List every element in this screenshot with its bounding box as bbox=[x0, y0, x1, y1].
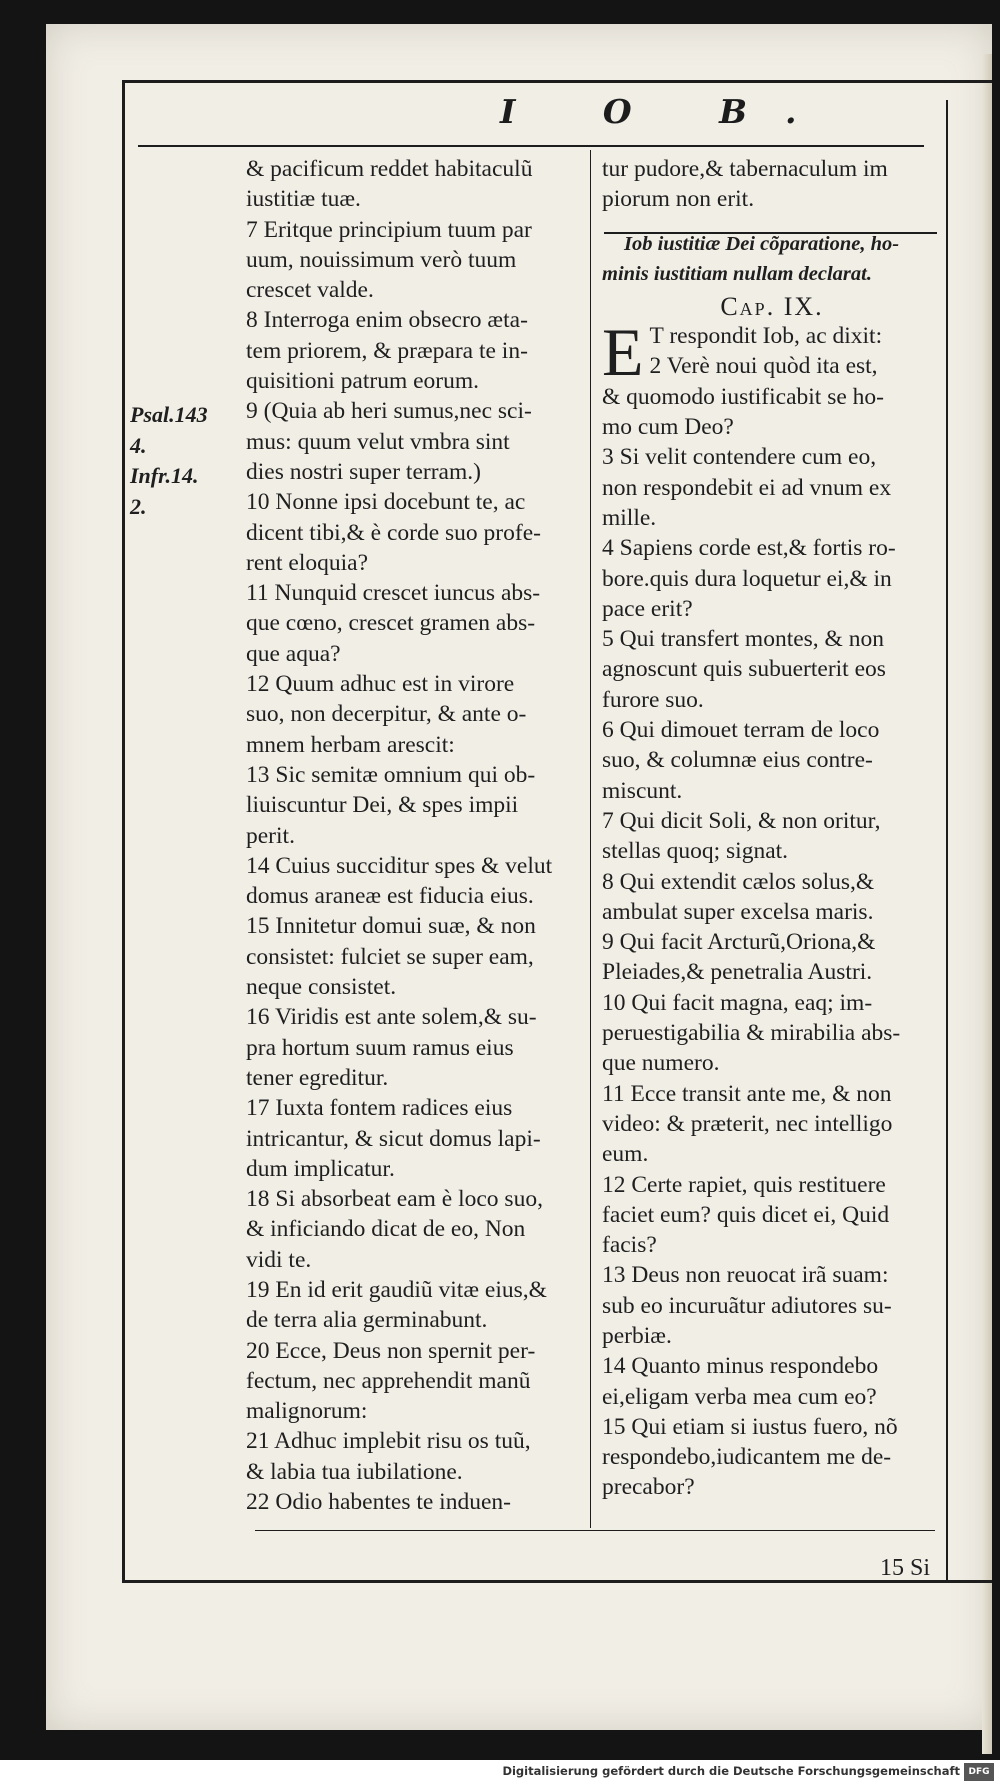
text-line: mo cum Deo? bbox=[602, 414, 734, 441]
text-line: 7 Qui dicit Soli, & non oritur, bbox=[602, 807, 881, 834]
page-edge bbox=[982, 54, 992, 1754]
text-line: 16 Viridis est ante solem,& su- bbox=[246, 1004, 537, 1031]
text-line: & inficiando dicat de eo, Non bbox=[246, 1216, 526, 1243]
text-line: furore suo. bbox=[602, 686, 704, 713]
chapter-summary: Iob iustitiæ Dei cõparatione, ho- bbox=[624, 232, 900, 255]
left-frame-rule bbox=[122, 80, 125, 1580]
text-line: & pacificum reddet habitaculũ bbox=[246, 156, 533, 182]
text-line: video: & præterit, nec intelligo bbox=[602, 1110, 893, 1137]
text-line: 11 Ecce transit ante me, & non bbox=[602, 1080, 892, 1107]
dfg-logo: DFG bbox=[964, 1763, 994, 1781]
text-line: que aqua? bbox=[246, 640, 341, 667]
text-line: ei,eligam verba mea cum eo? bbox=[602, 1383, 877, 1410]
text-line: stellas quoq; signat. bbox=[602, 838, 789, 865]
text-line: fectum, nec apprehendit manũ bbox=[246, 1367, 531, 1394]
text-line: 3 Si velit contendere cum eo, bbox=[602, 444, 877, 471]
margin-notes bbox=[130, 400, 208, 522]
text-line: miscunt. bbox=[602, 777, 683, 804]
text-line: sub eo incuruãtur adiutores su- bbox=[602, 1292, 892, 1319]
text-line: non respondebit ei ad vnum ex bbox=[602, 474, 892, 501]
text-line: consistet: fulciet se super eam, bbox=[246, 943, 534, 970]
text-line: piorum non erit. bbox=[602, 186, 755, 213]
top-rule bbox=[122, 80, 992, 83]
text-line: peruestigabilia & mirabilia abs- bbox=[602, 1020, 901, 1047]
text-line: domus araneæ est fiducia eius. bbox=[246, 883, 534, 910]
right-frame-rule bbox=[946, 100, 948, 1580]
left-text-column bbox=[246, 154, 586, 1517]
text-line: 22 Odio habentes te induen- bbox=[246, 1489, 511, 1516]
text-line: 14 Quanto minus respondebo bbox=[602, 1353, 879, 1380]
text-line: rent eloquia? bbox=[246, 549, 369, 576]
text-line: respondebo,iudicantem me de- bbox=[602, 1444, 892, 1471]
text-line: quisitioni patrum eorum. bbox=[246, 368, 480, 395]
text-line: mnem herbam arescit: bbox=[246, 731, 455, 758]
text-line: vidi te. bbox=[246, 1246, 312, 1273]
text-line: bore.quis dura loquetur ei,& in bbox=[602, 565, 892, 592]
text-line: malignorum: bbox=[246, 1398, 368, 1425]
text-line: ambulat super excelsa maris. bbox=[602, 898, 874, 925]
text-line: 9 (Quia ab heri sumus,nec sci- bbox=[246, 398, 532, 425]
text-line: eum. bbox=[602, 1141, 649, 1168]
text-line: neque consistet. bbox=[246, 974, 397, 1001]
right-column-body bbox=[602, 382, 942, 1503]
column-divider bbox=[590, 150, 591, 1528]
text-line: 12 Quum adhuc est in virore bbox=[246, 671, 515, 698]
text-line: agnoscunt quis subuerterit eos bbox=[602, 656, 886, 683]
text-line: 14 Cuius succiditur spes & velut bbox=[246, 852, 553, 879]
text-line: tem priorem, & præpara te in- bbox=[246, 337, 528, 364]
text-line: 2 Verè noui quòd ita est, bbox=[649, 353, 878, 380]
chapter-summary: minis iustitiam nullam declarat. bbox=[602, 262, 872, 285]
text-line: 13 Sic semitæ omnium qui ob- bbox=[246, 761, 536, 788]
chapter-heading: Cap. IX. bbox=[720, 292, 824, 322]
running-head: I O B. bbox=[500, 92, 835, 131]
text-line: tener egreditur. bbox=[246, 1064, 389, 1091]
text-line: intricantur, & sicut domus lapi- bbox=[246, 1125, 541, 1152]
text-line: 6 Qui dimouet terram de loco bbox=[602, 717, 880, 744]
text-line: 4 Sapiens corde est,& fortis ro- bbox=[602, 535, 896, 562]
text-line: & quomodo iustificabit se ho- bbox=[602, 383, 884, 410]
drop-cap: E bbox=[602, 314, 644, 391]
margin-note: 2. bbox=[130, 493, 147, 519]
bottom-frame-rule bbox=[122, 1580, 992, 1583]
text-line: 8 Interroga enim obsecro æta- bbox=[246, 307, 528, 334]
text-line: pra hortum suum ramus eius bbox=[246, 1034, 514, 1061]
text-line: T respondit Iob, ac dixit: bbox=[649, 323, 883, 350]
text-line: 10 Qui facit magna, eaq; im- bbox=[602, 989, 873, 1016]
text-line: 11 Nunquid crescet iuncus abs- bbox=[246, 580, 541, 607]
text-line: de terra alia germinabunt. bbox=[246, 1307, 488, 1334]
text-line: Pleiades,& penetralia Austri. bbox=[602, 959, 873, 986]
text-line: 7 Eritque principium tuum par bbox=[246, 216, 532, 243]
text-line: & labia tua iubilatione. bbox=[246, 1458, 463, 1485]
text-line: suo, & columnæ eius contre- bbox=[602, 747, 873, 774]
text-line: 8 Qui extendit cælos solus,& bbox=[602, 868, 875, 895]
margin-note: Infr.14. bbox=[130, 463, 199, 488]
right-text-column bbox=[602, 154, 942, 1503]
text-line: liuiscuntur Dei, & spes impii bbox=[246, 792, 519, 819]
text-line: 13 Deus non reuocat irã suam: bbox=[602, 1262, 889, 1289]
margin-note: 4. bbox=[130, 432, 147, 458]
text-line: perbiæ. bbox=[602, 1322, 672, 1349]
text-line: mille. bbox=[602, 504, 657, 531]
text-line: pace erit? bbox=[602, 595, 693, 622]
text-line: perit. bbox=[246, 822, 295, 849]
text-line: 5 Qui transfert montes, & non bbox=[602, 626, 884, 653]
text-line: precabor? bbox=[602, 1474, 695, 1501]
text-line: crescet valde. bbox=[246, 277, 374, 304]
text-line: dicent tibi,& è corde suo profe- bbox=[246, 519, 541, 546]
text-line: 18 Si absorbeat eam è loco suo, bbox=[246, 1186, 543, 1213]
header-rule bbox=[138, 145, 924, 147]
text-line: 15 Innitetur domui suæ, & non bbox=[246, 913, 536, 940]
text-line: uum, nouissimum verò tuum bbox=[246, 246, 517, 273]
text-line: que numero. bbox=[602, 1050, 720, 1077]
chapter-opening bbox=[602, 314, 942, 391]
text-line: faciet eum? quis dicet ei, Quid bbox=[602, 1201, 890, 1228]
margin-note: Psal.143 bbox=[130, 402, 208, 427]
text-line: 10 Nonne ipsi docebunt te, ac bbox=[246, 489, 526, 516]
text-line: dies nostri super terram.) bbox=[246, 458, 481, 485]
bottom-text-rule bbox=[255, 1530, 935, 1531]
text-line: iustitiæ tuæ. bbox=[246, 186, 361, 213]
text-line: 19 En id erit gaudiũ vitæ eius,& bbox=[246, 1276, 547, 1303]
text-line: dum implicatur. bbox=[246, 1155, 395, 1182]
text-line: 15 Qui etiam si iustus fuero, nõ bbox=[602, 1413, 898, 1440]
footer-credit: Digitalisierung gefördert durch die Deutsche Forschungsgemeinschaft bbox=[502, 1764, 960, 1778]
catchword: 15 Si bbox=[880, 1555, 931, 1581]
text-line: 17 Iuxta fontem radices eius bbox=[246, 1095, 513, 1122]
text-line: 9 Qui facit Arcturũ,Oriona,& bbox=[602, 929, 876, 956]
text-line: suo, non decerpitur, & ante o- bbox=[246, 701, 527, 728]
text-line: tur pudore,& tabernaculum im bbox=[602, 156, 888, 182]
text-line: facis? bbox=[602, 1232, 657, 1259]
text-line: 12 Certe rapiet, quis restituere bbox=[602, 1171, 886, 1198]
text-line: que cœno, crescet gramen abs- bbox=[246, 610, 536, 637]
text-line: 21 Adhuc implebit risu os tuũ, bbox=[246, 1428, 531, 1455]
text-line: 20 Ecce, Deus non spernit per- bbox=[246, 1337, 536, 1364]
text-line: mus: quum velut vmbra sint bbox=[246, 428, 510, 455]
